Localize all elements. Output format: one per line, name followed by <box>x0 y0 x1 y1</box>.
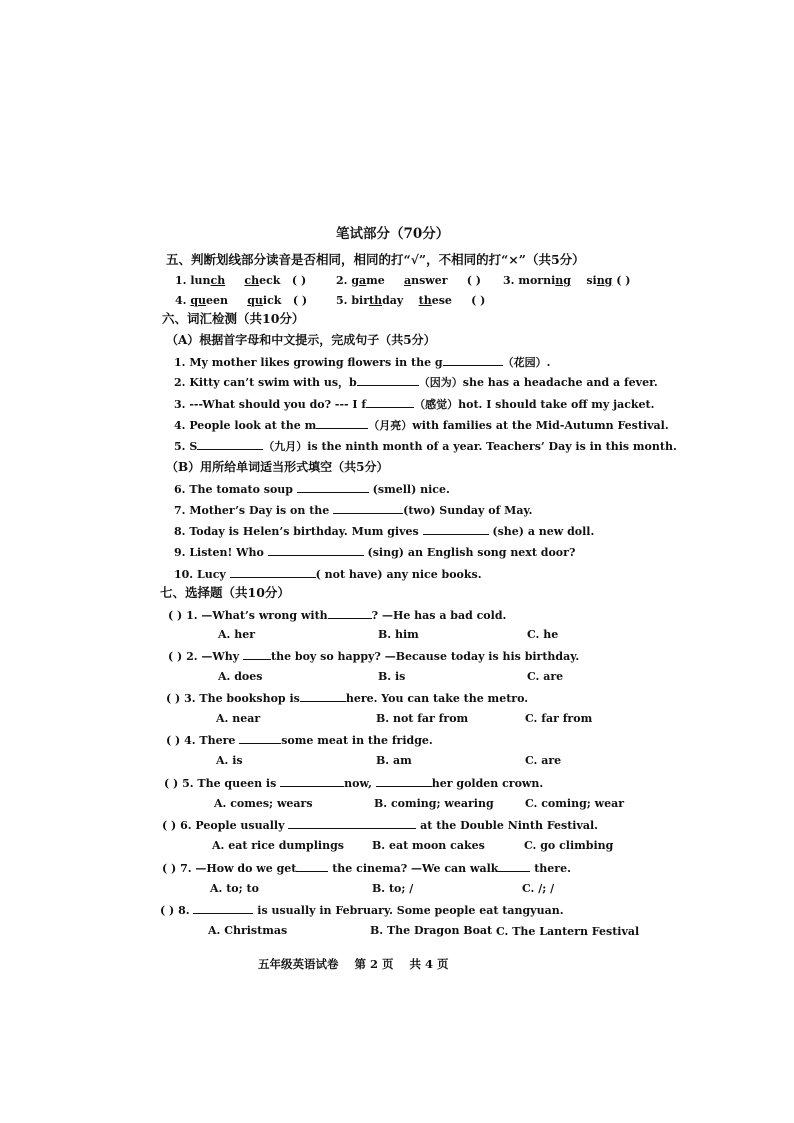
answer-paren[interactable]: ( ) <box>471 294 486 307</box>
vocab-a5: 5. S （九月）is the ninth month of a year. Teachers’ Day is in this month. <box>174 440 677 453</box>
answer-paren[interactable]: ( ) <box>292 294 308 307</box>
choice-question-7: ( ) 7. —How do we get the cinema? —We can walk there. <box>162 862 571 875</box>
vocab-a4: 4. People look at the m （月亮）with families at the Mid-Autumn Festival. <box>174 419 669 432</box>
vocab-b8: 8. Today is Helen’s birthday. Mum gives (she) a new doll. <box>174 525 595 538</box>
answer-blank[interactable] <box>498 861 530 872</box>
q8-option-c[interactable]: C. The Lantern Festival <box>496 925 640 938</box>
answer-blank[interactable] <box>333 503 403 514</box>
q4-option-c[interactable]: C. are <box>525 754 562 767</box>
answer-blank[interactable] <box>297 482 369 493</box>
vocab-b7: 7. Mother’s Day is on the (two) Sunday of May. <box>174 504 533 517</box>
answer-paren[interactable]: ( ) <box>162 862 177 875</box>
choice-question-5: ( ) 5. The queen is now, her golden crown. <box>164 777 544 790</box>
q8-option-b[interactable]: B. The Dragon Boat <box>370 924 493 937</box>
choice-question-1: ( ) 1. —What’s wrong with ? —He has a bad cold. <box>168 609 507 622</box>
answer-blank[interactable] <box>296 861 328 872</box>
answer-blank[interactable] <box>328 608 372 619</box>
q2-option-c[interactable]: C. are <box>527 670 564 683</box>
choice-question-8: ( ) 8. is usually in February. Some people eat tangyuan. <box>160 904 564 917</box>
vocab-b6: 6. The tomato soup (smell) nice. <box>174 483 450 496</box>
s5-item-4: 4. queen quick ( ) <box>175 294 308 307</box>
s5-item-1: 1. lunch check ( ) <box>175 274 307 287</box>
q4-option-a[interactable]: A. is <box>216 754 243 767</box>
answer-paren[interactable]: ( ) <box>166 692 181 705</box>
s5-item-2: 2. game answer ( ) <box>336 274 481 287</box>
answer-paren[interactable]: ( ) <box>164 777 179 790</box>
section-7-heading: 七、选择题（共10分） <box>160 585 290 600</box>
part-a-heading: （A）根据首字母和中文提示，完成句子（共5分） <box>166 333 436 347</box>
answer-blank[interactable] <box>197 439 263 450</box>
q1-option-b[interactable]: B. him <box>378 628 419 641</box>
vocab-a3: 3. ---What should you do? --- I f （感觉）hot. I should take off my jacket. <box>174 398 655 411</box>
answer-paren[interactable]: ( ) <box>616 274 631 287</box>
vocab-b9: 9. Listen! Who (sing) an English song next door? <box>174 546 576 559</box>
answer-blank[interactable] <box>443 355 503 366</box>
answer-blank[interactable] <box>357 375 419 386</box>
answer-blank[interactable] <box>423 524 489 535</box>
answer-paren[interactable]: ( ) <box>166 734 181 747</box>
vocab-b10: 10. Lucy ( not have) any nice books. <box>174 568 482 581</box>
q5-option-a[interactable]: A. comes; wears <box>214 797 313 810</box>
answer-paren[interactable]: ( ) <box>291 274 307 287</box>
answer-paren[interactable]: ( ) <box>162 819 177 832</box>
q7-option-a[interactable]: A. to; to <box>210 882 259 895</box>
choice-question-6: ( ) 6. People usually at the Double Ninth Festival. <box>162 819 599 832</box>
q7-option-b[interactable]: B. to; / <box>372 882 414 895</box>
section-5-heading: 五、判断划线部分读音是否相同，相同的打“√”，不相同的打“×”（共5分） <box>166 252 585 267</box>
q5-option-b[interactable]: B. coming; wearing <box>374 797 494 810</box>
q3-option-c[interactable]: C. far from <box>525 712 593 725</box>
answer-paren[interactable]: ( ) <box>160 904 175 917</box>
q2-option-a[interactable]: A. does <box>218 670 263 683</box>
answer-blank[interactable] <box>239 733 281 744</box>
q8-option-a[interactable]: A. Christmas <box>208 924 288 937</box>
answer-blank[interactable] <box>288 818 416 829</box>
q1-option-c[interactable]: C. he <box>527 628 559 641</box>
answer-blank[interactable] <box>376 776 432 787</box>
answer-blank[interactable] <box>268 545 364 556</box>
answer-paren[interactable]: ( ) <box>168 609 183 622</box>
q6-option-c[interactable]: C. go climbing <box>524 839 614 852</box>
q6-option-b[interactable]: B. eat moon cakes <box>372 839 485 852</box>
q2-option-b[interactable]: B. is <box>378 670 406 683</box>
q4-option-b[interactable]: B. am <box>376 754 412 767</box>
choice-question-4: ( ) 4. There some meat in the fridge. <box>166 734 433 747</box>
q3-option-b[interactable]: B. not far from <box>376 712 469 725</box>
answer-blank[interactable] <box>316 418 368 429</box>
q6-option-a[interactable]: A. eat rice dumplings <box>212 839 344 852</box>
s5-item-3: 3. morning sing ( ) <box>503 274 631 287</box>
answer-blank[interactable] <box>280 776 344 787</box>
choice-question-2: ( ) 2. —Why the boy so happy? —Because today is his birthday. <box>168 650 580 663</box>
answer-blank[interactable] <box>366 397 414 408</box>
choice-question-3: ( ) 3. The bookshop is here. You can take the metro. <box>166 692 529 705</box>
page-footer: 五年级英语试卷 第 2 页 共 4 页 <box>258 957 449 971</box>
q5-option-c[interactable]: C. coming; wear <box>525 797 625 810</box>
answer-blank[interactable] <box>230 567 316 578</box>
q1-option-a[interactable]: A. her <box>218 628 255 641</box>
q3-option-a[interactable]: A. near <box>216 712 261 725</box>
part-b-heading: （B）用所给单词适当形式填空（共5分） <box>166 460 389 474</box>
s5-row-1 <box>175 274 306 288</box>
answer-blank[interactable] <box>243 649 271 660</box>
vocab-a1: 1. My mother likes growing flowers in the g （花园）. <box>174 356 551 369</box>
vocab-a2: 2. Kitty can’t swim with us，b （因为）she has a headache and a fever. <box>174 376 658 389</box>
answer-blank[interactable] <box>300 691 346 702</box>
q7-option-c[interactable]: C. /; / <box>522 882 555 895</box>
page-title: 笔试部分（70分） <box>336 226 450 242</box>
section-6-heading: 六、词汇检测（共10分） <box>162 311 305 326</box>
answer-paren[interactable]: ( ) <box>466 274 481 287</box>
s5-item-5: 5. birthday these ( ) <box>336 294 486 307</box>
answer-blank[interactable] <box>193 903 253 914</box>
answer-paren[interactable]: ( ) <box>168 650 183 663</box>
